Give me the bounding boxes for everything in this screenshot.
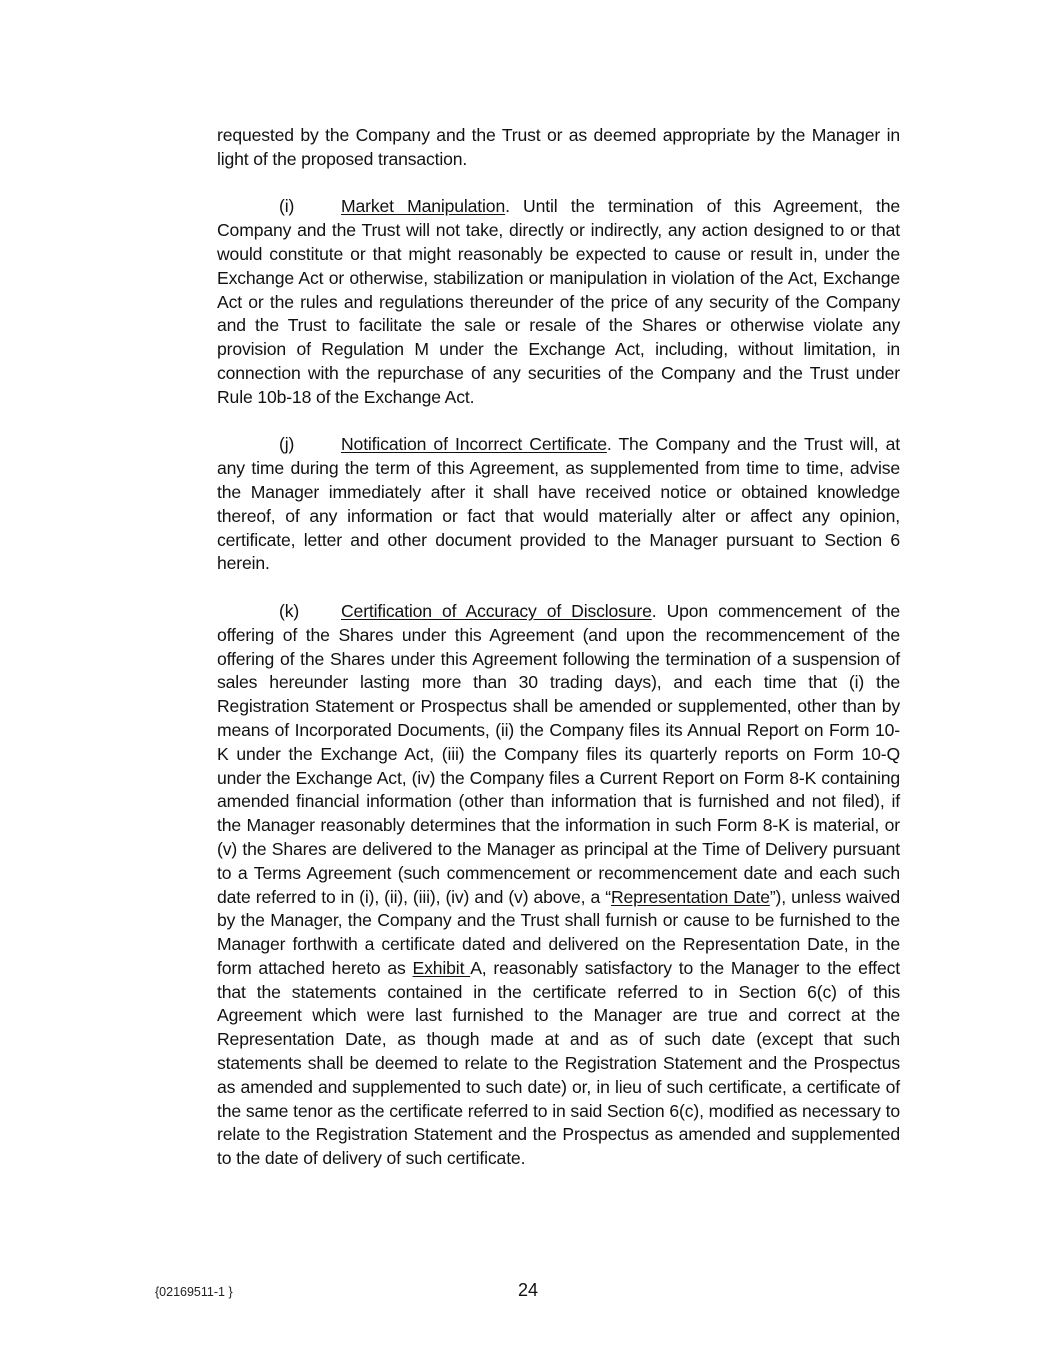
section-j-body: . The Company and the Trust will, at any time during the term of this Agreement, as supplemented from time to time, advise the Manager immediately after it shall have received notice or obtained knowledge thereof, of any information or fact that would materially alter or affect any opinion, certificate, letter and other document provided to the Manager pursuant to Section 6 herein. [217, 434, 900, 574]
document-body [217, 124, 900, 1195]
page-number: 24 [517, 1280, 539, 1300]
section-i-body: . Until the termination of this Agreement, the Company and the Trust will not take, directly or indirectly, any action designed to or that would constitute or that might reasonably be expected to cause or result in, under the Exchange Act or otherwise, stabilization or manipulation in violation of the Act, Exchange Act or the rules and regulations thereunder of the price of any security of the Company and the Trust to facilitate the sale or resale of the Shares or otherwise violate any provision of Regulation M under the Exchange Act, including, without limitation, in connection with the repurchase of any securities of the Company and the Trust under Rule 10b-18 of the Exchange Act. [217, 196, 900, 407]
exhibit-reference: Exhibit [412, 957, 471, 978]
intro-text: requested by the Company and the Trust or as deemed appropriate by the Manager in light of the proposed transaction. [217, 125, 900, 169]
section-k-body-part-1: . Upon commencement of the offering of the Shares under this Agreement (and upon the recommencement of the offering of the Shares under this Agreement following the termination of a suspension of sales hereunder lasting more than 30 trading days), and each time that (i) the Registration Statement or Prospectus shall be amended or supplemented, other than by means of Incorporated Documents, (ii) the Company files its Annual Report on Form 10-K under the Exchange Act, (iii) the Company files its quarterly reports on Form 10-Q under the Exchange Act, (iv) the Company files a Current Report on Form 8-K containing amended financial information (other than information that is furnished and not filed), if the Manager reasonably determines that the information in such Form 8-K is material, or (v) the Shares are delivered to the Manager as principal at the Time of Delivery pursuant to a Terms Agreement (such commencement or recommencement date and each such date referred to in (i), (ii), (iii), (iv) and (v) above, a “ [217, 600, 900, 907]
section-k-paragraph [217, 600, 900, 1171]
section-k-heading: Certification of Accuracy of Disclosure [341, 600, 652, 621]
section-i-heading: Market Manipulation [341, 196, 506, 217]
section-j-heading: Notification of Incorrect Certificate [341, 434, 607, 455]
section-k-body-part-2: ”), unless waived by the Manager, the Company and the Trust shall furnish or cause to be furnished to the Manager forthwith a certificate dated and delivered on the Representation Date, in the form attached hereto as [217, 886, 900, 978]
intro-paragraph [217, 124, 900, 172]
section-i-label: (i) [279, 196, 295, 217]
section-k-label: (k) [279, 600, 300, 621]
section-j-label: (j) [279, 434, 295, 455]
section-j-paragraph [217, 433, 900, 576]
section-i-paragraph [217, 195, 900, 409]
document-code: {02169511-1 } [155, 1285, 233, 1299]
defined-term-representation-date: Representation Date [610, 886, 770, 907]
section-k-body-part-3: A, reasonably satisfactory to the Manager to the effect that the statements contained in the certificate referred to in Section 6(c) of this Agreement which were last furnished to the Manager are true and correct at the Representation Date, as though made at and as of such date (except that such statements shall be deemed to relate to the Registration Statement and the Prospectus as amended and supplemented to such date) or, in lieu of such certificate, a certificate of the same tenor as the certificate referred to in said Section 6(c), modified as necessary to relate to the Registration Statement and the Prospectus as amended and supplemented to the date of delivery of such certificate. [217, 957, 900, 1169]
